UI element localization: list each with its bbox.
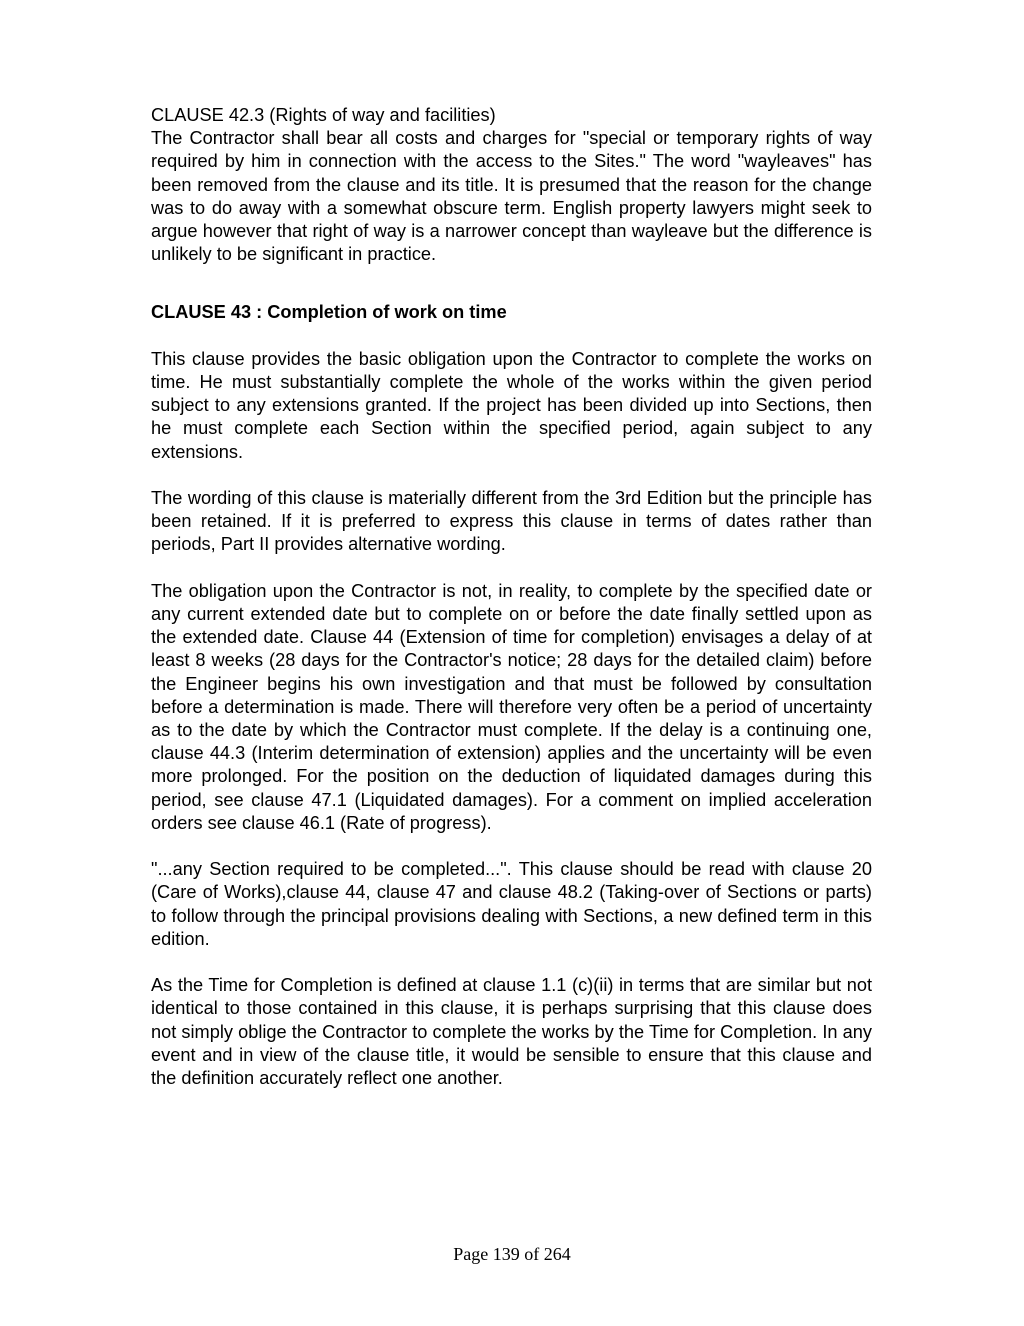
paragraph-4: "...any Section required to be completed...". This clause should be read with clause 20 (Care of Works),clause 44, clause 47 and clause 48.2 (Taking-over of Sections or parts) to follow through the principal provisions dealing with Sections, a new defined term in this edition. — [151, 859, 872, 949]
paragraph-3: The obligation upon the Contractor is not, in reality, to complete by the specified date or any current extended date but to complete on or before the date finally settled upon as the extended date. Clause 44 (Extension of time for completion) envisages a delay of at least 8 weeks (28 days for the Contractor's notice; 28 days for the detailed claim) before the Engineer begins his own investigation and that must be followed by consultation before a determination is made. There will therefore very often be a period of uncertainty as to the date by which the Contractor must complete. If the delay is a continuing one, clause 44.3 (Interim determination of extension) applies and the uncertainty will be even more prolonged. For the position on the deduction of liquidated damages during this period, see clause 47.1 (Liquidated damages). For a comment on implied acceleration orders see clause 46.1 (Rate of progress). — [151, 580, 872, 833]
section-body: The Contractor shall bear all costs and charges for "special or temporary rights of way required by him in connection with the access to the Sites." The word "wayleaves" has been removed from the clause and its title. It is presumed that the reason for the change was to do away with a somewhat obscure term. English property lawyers might seek to argue however that right of way is a narrower concept than wayleave but the difference is unlikely to be significant in practice. — [151, 128, 872, 265]
page-number-footer: Page 139 of 264 — [453, 1244, 571, 1264]
paragraph-5: As the Time for Completion is defined at clause 1.1 (c)(ii) in terms that are similar but not identical to those contained in this clause, it is perhaps surprising that this clause does not simply oblige the Contractor to complete the works by the Time for Completion. In any event and in view of the clause title, it would be sensible to ensure that this clause and the definition accurately reflect one another. — [151, 975, 872, 1089]
paragraph-1: This clause provides the basic obligation upon the Contractor to complete the works on time. He must substantially complete the whole of the works within the given period subject to any extensions granted. If the project has been divided up into Sections, then he must complete each Section within the specified period, again subject to any extensions. — [151, 348, 872, 462]
section-title: CLAUSE 42.3 (Rights of way and facilities) — [151, 105, 496, 125]
paragraph-2: The wording of this clause is materially different from the 3rd Edition but the principle has been retained. If it is preferred to express this clause in terms of dates rather than periods, Part II provides alternative wording. — [151, 488, 872, 555]
clause-heading: CLAUSE 43 : Completion of work on time — [151, 302, 507, 323]
document-page — [151, 104, 872, 1090]
